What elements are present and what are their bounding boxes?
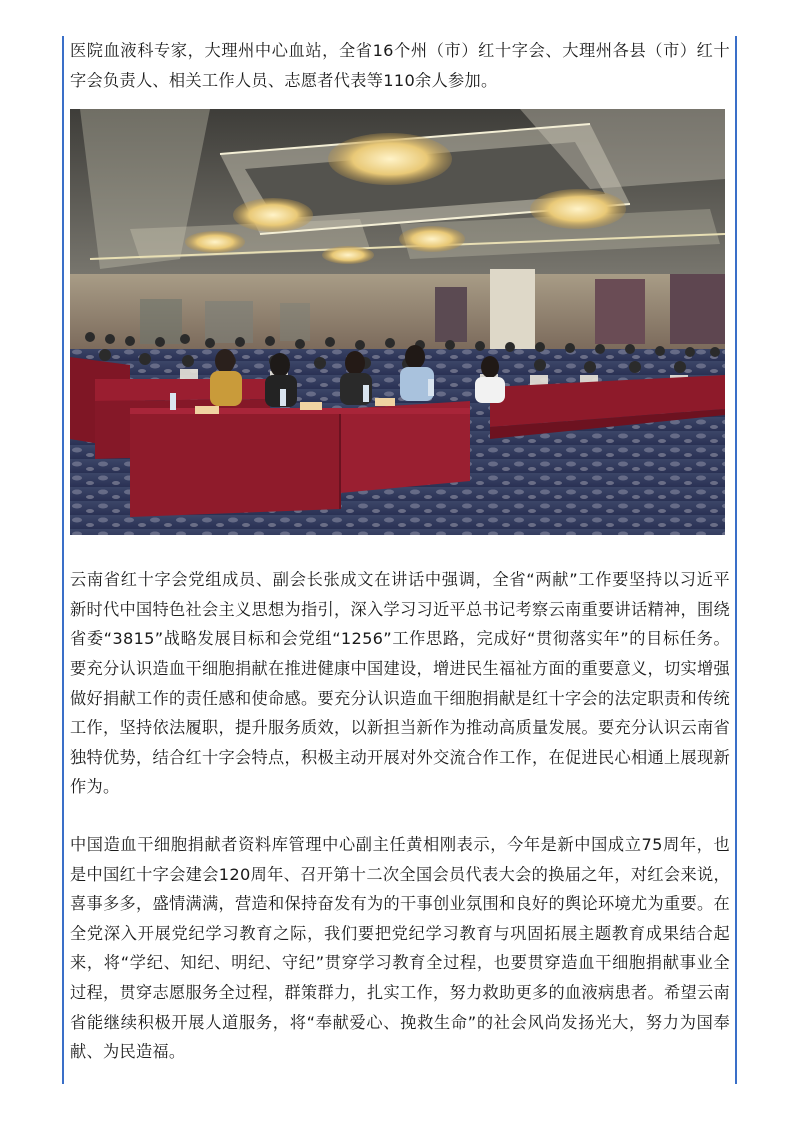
right-border-line — [735, 36, 737, 1084]
meeting-hall-photo — [70, 109, 725, 535]
speech-paragraph-1: 云南省红十字会党组成员、副会长张成文在讲话中强调，全省“两献”工作要坚持以习近平新时代中国特色社会主义思想为指引，深入学习习近平总书记考察云南重要讲话精神，围绕省委“3815”战略发展目标和会党组“1256”工作思路，完成好“贯彻落实年”的目标任务。要充分认识造血干细胞捐献在推进健康中国建设，增进民生福祉方面的重要意义，切实增强做好捐献工作的责任感和使命感。要充分认识造血干细胞捐献是红十字会的法定职责和传统工作，坚持依法履职，提升服务质效，以新担当新作为推动高质量发展。要充分认识云南省独特优势，结合红十字会特点，积极主动开展对外交流合作工作，在促进民心相通上展现新作为。 — [70, 570, 730, 797]
article-body — [70, 36, 730, 1067]
left-border-line — [62, 36, 64, 1084]
speech-paragraph-2: 中国造血干细胞捐献者资料库管理中心副主任黄相刚表示，今年是新中国成立75周年，也是中国红十字会建会120周年、召开第十二次全国会员代表大会的换届之年，对红会来说，喜事多多，盛情满满，营造和保持奋发有为的干事创业氛围和良好的舆论环境尤为重要。在全党深入开展党纪学习教育之际，我们要把党纪学习教育与巩固拓展主题教育成果结合起来，将“学纪、知纪、明纪、守纪”贯穿学习教育全过程，也要贯穿造血干细胞捐献事业全过程，贯穿志愿服务全过程，群策群力，扎实工作，努力救助更多的血液病患者。希望云南省能继续积极开展人道服务，将“奉献爱心、挽救生命”的社会风尚发扬光大，努力为国奉献、为民造福。 — [70, 834, 730, 1062]
intro-paragraph: 医院血液科专家，大理州中心血站，全省16个州（市）红十字会、大理州各县（市）红十字会负责人、相关工作人员、志愿者代表等110余人参加。 — [70, 41, 730, 90]
